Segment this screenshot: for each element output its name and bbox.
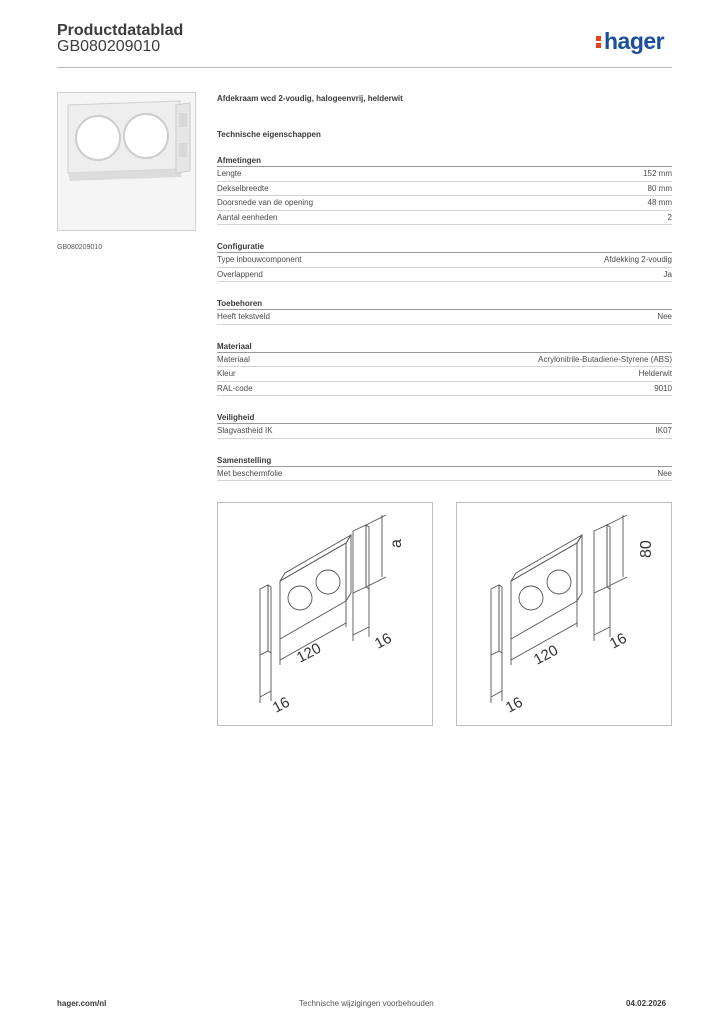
spec-content [217,94,672,510]
spec-value: 9010 [654,383,672,393]
spec-group [217,298,672,325]
spec-group [217,455,672,482]
spec-group-title: Veiligheid [217,413,255,422]
dimension-depth: 16 [269,693,293,717]
spec-value: Nee [657,312,672,321]
spec-label: Materiaal [217,354,250,364]
spec-group-title: Materiaal [217,341,252,351]
spec-value: 2 [667,212,672,222]
dimension-height: a [388,539,405,548]
spec-value: 48 mm [647,198,672,207]
spec-group-title: Configuratie [217,242,265,251]
spec-label: Lengte [217,169,242,178]
spec-group-title: Samenstelling [217,455,272,465]
dimension-side: 16 [371,629,395,653]
spec-label: Heeft tekstveld [217,312,270,321]
cover-frame-photo-icon [58,93,195,230]
spec-label: RAL-code [217,383,253,393]
spec-row [217,353,672,368]
footer-note: Technische wijzigingen voorbehouden [299,999,434,1008]
spec-label: Doorsnede van de opening [217,198,314,207]
spec-value: Afdekking 2-voudig [603,255,672,264]
spec-group-title: Afmetingen [217,156,261,165]
spec-label: Type inbouwcomponent [217,255,302,264]
spec-value: Nee [657,468,672,478]
dimension-side: 16 [606,629,630,653]
spec-row [217,182,672,197]
spec-label: Overlappend [217,269,263,279]
product-description: Afdekraam wcd 2-voudig, halogeenvrij, helderwit [217,94,403,103]
footer-site-link[interactable]: hager.com/nl [57,999,107,1008]
spec-group [217,241,672,282]
spec-row [217,196,672,211]
spec-row [217,253,672,268]
dimension-drawing-icon [218,503,432,725]
product-code: GB080209010 [57,38,161,55]
spec-label: Slagvastheid IK [217,426,273,435]
dimension-height: 80 [638,540,655,558]
tech-heading: Technische eigenschappen [217,130,321,139]
logo-dots-icon [596,34,601,49]
spec-value: 80 mm [647,183,672,193]
spec-label: Met beschermfolie [217,468,283,478]
technical-drawing-1 [217,502,433,726]
spec-label: Kleur [217,369,236,378]
spec-label: Dekselbreedte [217,183,269,193]
spec-group [217,155,672,225]
spec-groups [217,155,672,481]
spec-row [217,382,672,397]
spec-value: Helderwit [638,369,672,378]
spec-value: 152 mm [643,169,672,178]
spec-row [217,467,672,482]
spec-group [217,412,672,439]
spec-value: Acrylonitrile-Butadiene-Styrene (ABS) [538,354,672,364]
spec-row [217,424,672,439]
document-title: Productdatablad [57,22,184,39]
hager-logo[interactable] [596,28,664,55]
dimension-width: 120 [530,641,561,669]
dimension-width: 120 [293,639,324,667]
technical-drawing-2 [456,502,672,726]
spec-row [217,167,672,182]
spec-row [217,310,672,325]
spec-value: Ja [663,269,672,279]
dimension-depth: 16 [502,693,526,717]
spec-value: IK07 [655,426,672,435]
image-caption: GB080209010 [57,244,103,251]
dimension-drawing-icon [457,503,671,725]
header-divider [57,67,672,68]
spec-row [217,268,672,283]
logo-text: hager [604,28,665,54]
spec-row [217,367,672,382]
footer-date: 04.02.2026 [626,999,667,1008]
product-image [57,92,196,231]
spec-label: Aantal eenheden [217,212,278,222]
spec-group-title: Toebehoren [217,299,263,308]
spec-group [217,341,672,397]
spec-row [217,211,672,226]
